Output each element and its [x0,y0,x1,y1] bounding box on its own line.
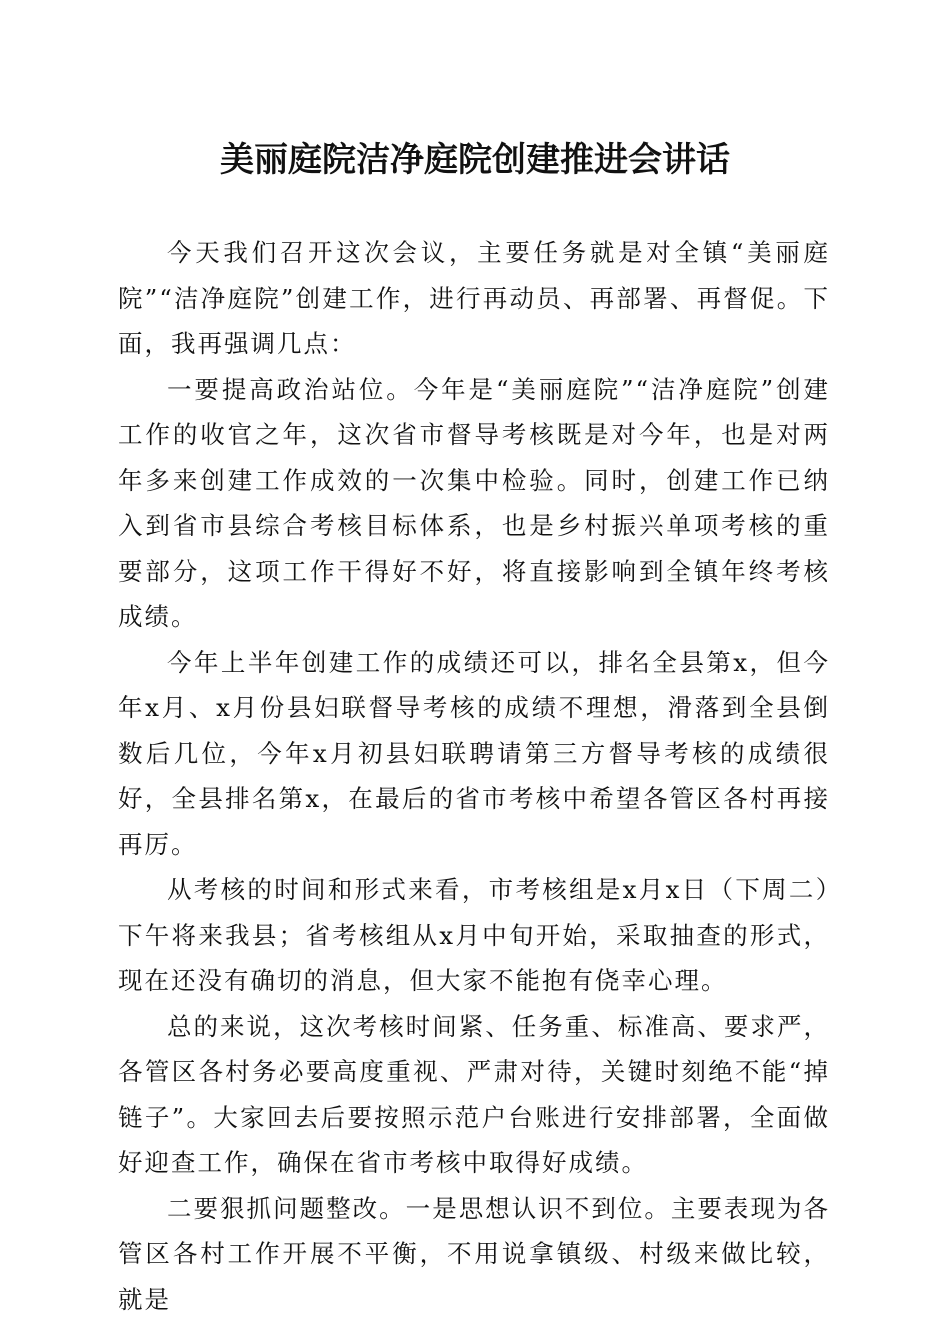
document-body [118,230,830,1322]
paragraph: 今天我们召开这次会议，主要任务就是对全镇“美丽庭院”“洁净庭院”创建工作，进行再动员、再部署、再督促。下面，我再强调几点： [118,238,830,358]
paragraph: 一要提高政治站位。今年是“美丽庭院”“洁净庭院”创建工作的收官之年，这次省市督导考核既是对今年，也是对两年多来创建工作成效的一次集中检验。同时，创建工作已纳入到省市县综合考核目标体系，也是乡村振兴单项考核的重要部分，这项工作干得好不好，将直接影响到全镇年终考核成绩。 [118,374,830,631]
paragraph: 今年上半年创建工作的成绩还可以，排名全县第x，但今年x月、x月份县妇联督导考核的成绩不理想，滑落到全县倒数后几位，今年x月初县妇联聘请第三方督导考核的成绩很好，全县排名第x，在最后的省市考核中希望各管区各村再接再厉。 [118,647,830,859]
paragraph: 二要狠抓问题整改。一是思想认识不到位。主要表现为各管区各村工作开展不平衡，不用说拿镇级、村级来做比较，就是 [118,1193,830,1314]
paragraph: 从考核的时间和形式来看，市考核组是x月x日（下周二）下午将来我县；省考核组从x月中旬开始，采取抽查的形式，现在还没有确切的消息，但大家不能抱有侥幸心理。 [118,875,830,995]
document-title: 美丽庭院洁净庭院创建推进会讲话 [220,140,730,180]
paragraph: 总的来说，这次考核时间紧、任务重、标准高、要求严，各管区各村务必要高度重视、严肃对待，关键时刻绝不能“掉链子”。大家回去后要按照示范户台账进行安排部署，全面做好迎查工作，确保在省市考核中取得好成绩。 [118,1011,830,1177]
